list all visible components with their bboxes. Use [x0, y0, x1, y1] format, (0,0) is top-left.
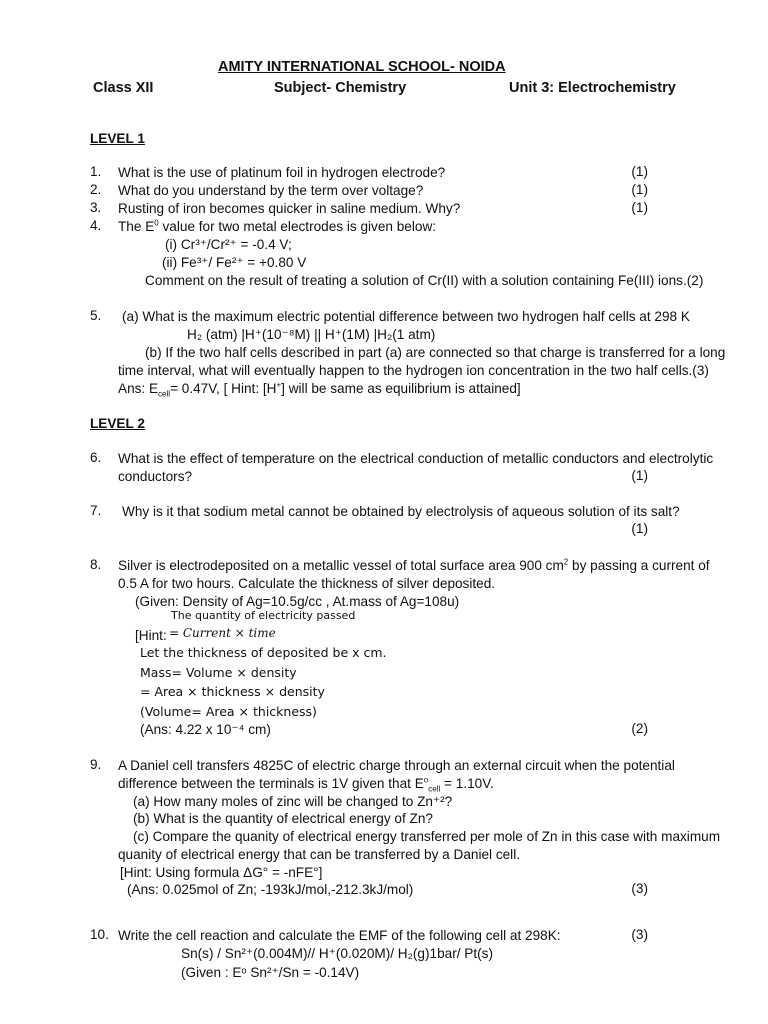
- question-text: What is the use of platinum foil in hydrogen electrode?: [118, 165, 446, 180]
- subject-label: Subject- Chemistry: [274, 80, 407, 96]
- hint-line-4: (Volume= Area × thickness): [140, 704, 317, 719]
- question-text: A Daniel cell transfers 4825C of electric charge through an external circuit when the potential: [118, 758, 675, 773]
- marks: (3): [631, 927, 648, 942]
- question-comment: Comment on the result of treating a solution of Cr(II) with a solution containing Fe(III) ions.(2): [145, 273, 704, 288]
- question-number: 1.: [90, 164, 102, 179]
- class-label: Class XII: [93, 80, 154, 96]
- marks: (1): [631, 521, 648, 536]
- part-a: (a) What is the maximum electric potential difference between two hydrogen half cells at 298 K: [122, 309, 690, 324]
- question-number: 6.: [90, 450, 102, 465]
- question-number: 2.: [90, 182, 102, 197]
- part-b-line2: time interval, what will eventually happen to the hydrogen ion concentration in the two half cells.(3): [118, 363, 709, 378]
- given-data: (Given: Density of Ag=10.5g/cc , At.mass of Ag=108u): [135, 594, 460, 609]
- hint-line-1: Let the thickness of deposited be x cm.: [140, 645, 387, 660]
- marks: (3): [631, 881, 648, 896]
- question-text: What is the effect of temperature on the electrical conduction of metallic conductors and electrolytic: [118, 451, 714, 466]
- marks: (1): [631, 200, 648, 215]
- part-b-line1: (b) If the two half cells described in part (a) are connected so that charge is transferred for a long: [145, 345, 726, 360]
- question-text: What do you understand by the term over voltage?: [118, 183, 424, 198]
- part-c-line1: (c) Compare the quanity of electrical energy transferred per mole of Zn in this case with maximum: [133, 829, 721, 844]
- answer: Ans: $E_{cell}= 0.47V$, [ Hint: [H+] will be same as equilibrium is attained]: [118, 380, 521, 399]
- hint-label: [Hint:: [135, 628, 167, 643]
- question-text: Why is it that sodium metal cannot be obtained by electrolysis of aqueous solution of its salt?: [122, 504, 680, 519]
- answer: (Ans: 4.22 x 10⁻⁴ cm): [140, 722, 271, 737]
- question-text: Write the cell reaction and calculate the EMF of the following cell at 298K:: [118, 928, 561, 943]
- part-a: (a) How many moles of zinc will be changed to Zn⁺²?: [133, 794, 453, 809]
- question-number: 8.: [90, 557, 102, 572]
- part-b: (b) What is the quantity of electrical energy of Zn?: [133, 811, 433, 826]
- marks: (1): [631, 468, 648, 483]
- cell-notation: H₂ (atm) |H⁺(10⁻⁸M) || H⁺(1M) |H₂(1 atm): [187, 327, 436, 342]
- marks: (2): [631, 721, 648, 736]
- question-text-cont: conductors?: [118, 469, 193, 484]
- cell-notation: Sn(s) / Sn²⁺(0.004M)// H⁺(0.020M)/ H₂(g)1bar/ Pt(s): [181, 946, 493, 961]
- question-number: 4.: [90, 218, 102, 233]
- question-number: 10.: [90, 927, 109, 942]
- marks: (1): [631, 164, 648, 179]
- question-number: 5.: [90, 308, 102, 323]
- marks: (1): [631, 182, 648, 197]
- hint-equation: = Current × time: [169, 626, 276, 640]
- hint-caption: The quantity of electricity passed: [171, 609, 356, 622]
- answer: (Ans: 0.025mol of Zn; -193kJ/mol,-212.3kJ/mol): [127, 882, 414, 897]
- question-text: Silver is electrodeposited on a metallic vessel of total surface area 900 $cm^2$ by passing a current of: [118, 557, 710, 573]
- school-title: AMITY INTERNATIONAL SCHOOL- NOIDA: [218, 59, 506, 75]
- hint-line-3: = Area × thickness × density: [140, 684, 325, 699]
- unit-label: Unit 3: Electrochemistry: [509, 80, 676, 96]
- level1-heading: LEVEL 1: [90, 131, 145, 146]
- part-c-line2: quanity of electrical energy that can be transferred by a Daniel cell.: [118, 847, 520, 862]
- question-text: Rusting of iron becomes quicker in saline medium. Why?: [118, 201, 461, 216]
- question-text: The $E^0$ value for two metal electrodes is given below:: [118, 218, 437, 234]
- question-number: 9.: [90, 757, 102, 772]
- electrode-i: (i) Cr³⁺/Cr²⁺ = -0.4 V;: [165, 237, 292, 252]
- question-number: 7.: [90, 503, 102, 518]
- question-text-cont: 0.5 A for two hours. Calculate the thickness of silver deposited.: [118, 576, 496, 591]
- question-text-cont: difference between the terminals is 1V given that $E^o_{cell} = 1.10V$.: [118, 775, 494, 794]
- hint-line-2: Mass= Volume × density: [140, 665, 297, 680]
- question-number: 3.: [90, 200, 102, 215]
- level2-heading: LEVEL 2: [90, 416, 145, 431]
- given-data: (Given : Eᵒ Sn²⁺/Sn = -0.14V): [181, 965, 360, 980]
- electrode-ii: (ii) Fe³⁺/ Fe²⁺ = +0.80 V: [162, 255, 307, 270]
- hint: [Hint: Using formula ΔG° = -nFE°]: [120, 865, 323, 880]
